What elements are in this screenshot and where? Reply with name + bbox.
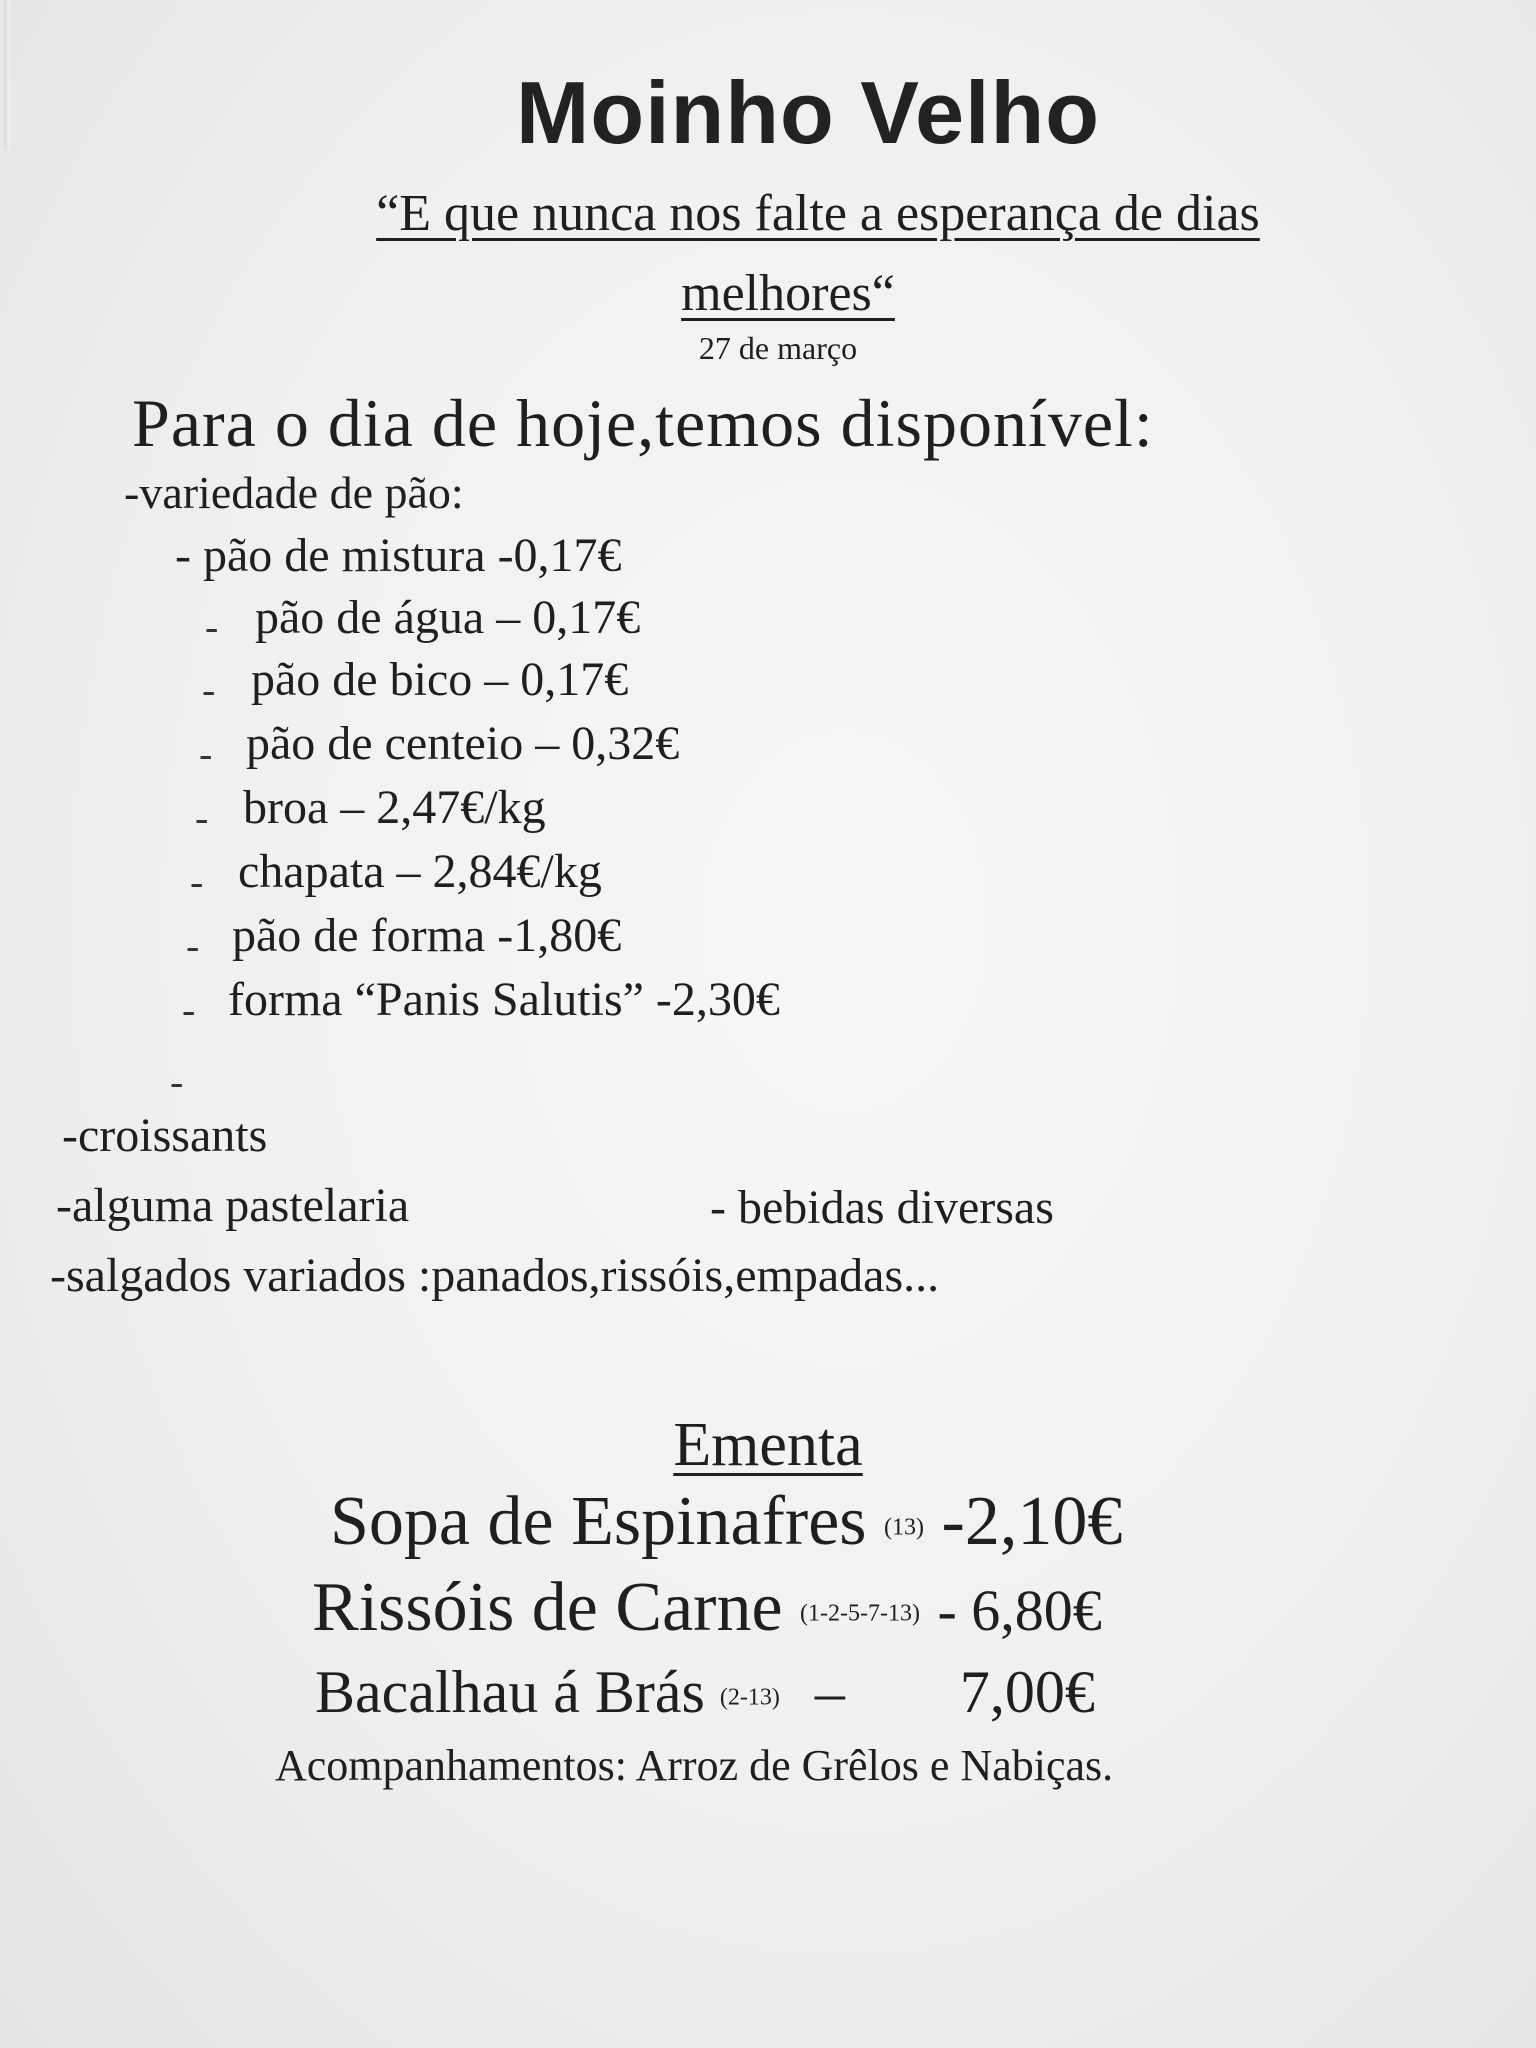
restaurant-name: Moinho Velho [516,63,1100,162]
dish-name: Rissóis de Carne [312,1569,783,1646]
bread-item: pão de forma -1,80€ [232,909,622,962]
bread-item-bullet: - [195,795,209,840]
dish-row [330,1482,1122,1562]
sides-note: Acompanhamentos: Arroz de Grêlos e Nabiças. [275,1741,1114,1790]
dish-row [315,1658,1095,1727]
dish-price: - 6,80€ [937,1578,1102,1643]
dish-name: Bacalhau á Brás [315,1659,705,1725]
quote-line-2: melhores“ [681,265,895,322]
bread-item-bullet: - [202,667,216,712]
other-item-drinks: - bebidas diversas [710,1181,1054,1234]
dish-row [312,1568,1102,1648]
bread-item: pão de água – 0,17€ [255,591,641,644]
bread-item-bullet: - [205,604,219,649]
dish-price: 7,00€ [959,1659,1095,1725]
bread-item-bullet: - [175,529,203,582]
bread-item-bullet: - [182,987,196,1032]
other-item-croissants: -croissants [62,1109,268,1162]
availability-heading: Para o dia de hoje,temos disponível: [132,385,1154,461]
bread-item: broa – 2,47€/kg [243,781,546,834]
dish-allergens: (1-2-5-7-13) [800,1600,920,1627]
bread-variety-heading: -variedade de pão: [124,467,464,518]
bread-item [175,528,622,583]
menu-date: 27 de março [698,330,858,366]
dish-name: Sopa de Espinafres [330,1483,867,1560]
bread-item-bullet: - [190,859,204,904]
quote-line-1: “E que nunca nos falte a esperança de dias [376,185,1260,242]
bread-item-bullet: - [199,731,213,776]
empty-bullet: - [170,1059,184,1104]
bread-item-bullet: - [186,923,200,968]
other-item-savoury: -salgados variados :panados,rissóis,empadas... [50,1249,940,1302]
other-item-pastry: -alguma pastelaria [56,1179,410,1232]
dish-allergens: (13) [884,1514,925,1541]
menu-title: Ementa [673,1411,863,1479]
bread-item: forma “Panis Salutis” -2,30€ [228,973,780,1026]
bread-item: pão de centeio – 0,32€ [246,717,680,770]
dish-dash: – [814,1659,845,1725]
dish-allergens: (2-13) [719,1684,780,1711]
dish-price: -2,10€ [941,1483,1123,1560]
bread-item: chapata – 2,84€/kg [238,845,602,898]
bread-item-text: pão de mistura -0,17€ [202,529,622,582]
paper-edge [4,0,10,150]
bread-item: pão de bico – 0,17€ [251,653,629,706]
